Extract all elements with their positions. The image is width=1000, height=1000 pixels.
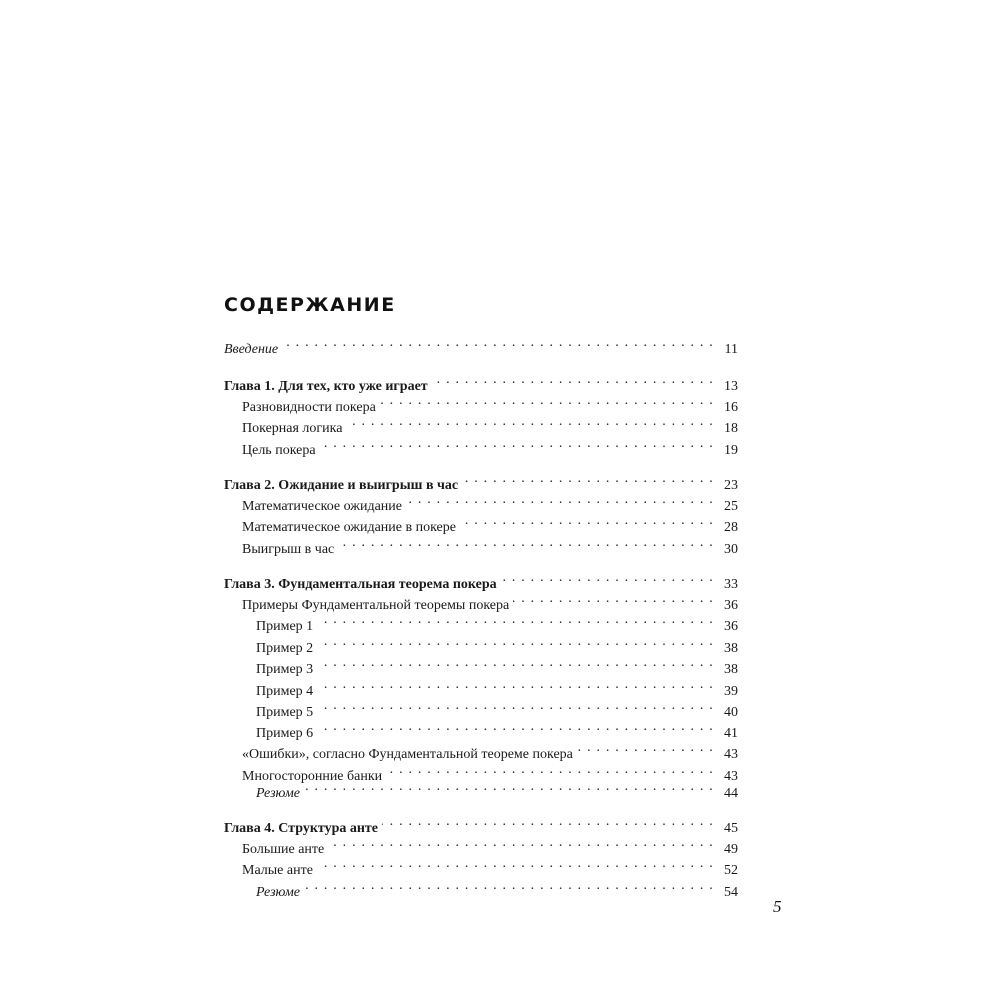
leader-dots [501,568,714,588]
toc-entry-label: Пример 6 [224,724,317,744]
toc-entry-page: 16 [724,400,738,415]
toc-entry-label: Пример 5 [224,703,317,723]
toc-entry-label: Глава 2. Ожидание и выигрыш в час [224,476,462,496]
leader-dots [317,632,714,652]
toc-entry-chapter-3[interactable] [224,568,738,592]
leader-dots [304,777,714,797]
toc-entry-page: 52 [724,863,738,878]
toc-entry-summary[interactable] [224,876,738,900]
toc-entry-label: Пример 1 [224,617,317,637]
toc-entry-label: Глава 1. Для тех, кто уже играет [224,377,432,397]
toc-entry-page: 25 [724,499,738,514]
toc-entry[interactable] [224,533,738,557]
toc-entry-label: Пример 2 [224,639,317,659]
toc-entry-page: 33 [724,577,738,592]
toc-entry-label: Глава 4. Структура анте [224,819,382,839]
toc-entry-label: Пример 3 [224,660,317,680]
leader-dots [317,696,714,716]
leader-dots [317,717,714,737]
toc-entry-page: 45 [724,821,738,836]
toc-entry-page: 43 [724,747,738,762]
toc-entry-page: 13 [724,379,738,394]
toc-entry-label: Введение [224,340,282,360]
toc-entry-summary[interactable] [224,777,738,801]
toc-entry[interactable] [224,653,738,677]
leader-dots [317,610,714,630]
toc-entry-label: Резюме [224,784,304,804]
toc-entry-label: Разновидности покера [224,398,380,418]
toc-title: СОДЕРЖАНИЕ [224,294,396,316]
toc-entry-page: 43 [724,769,738,784]
toc-entry-page: 38 [724,662,738,677]
toc-entry-page: 19 [724,443,738,458]
toc-entry-label: Пример 4 [224,682,317,702]
toc-entry[interactable] [224,412,738,436]
toc-entry[interactable] [224,632,738,656]
toc-entry-page: 44 [724,786,738,801]
toc-entry[interactable] [224,696,738,720]
leader-dots [462,469,714,489]
leader-dots [328,833,714,853]
toc-entry[interactable] [224,589,738,613]
toc-entry-label: Математическое ожидание [224,497,406,517]
leader-dots [432,370,714,390]
leader-dots [317,854,714,874]
toc-entry-label: Покерная логика [224,419,346,439]
page-number: 5 [773,897,782,916]
leader-dots [577,738,714,758]
toc-entry[interactable] [224,490,738,514]
toc-entry[interactable] [224,717,738,741]
leader-dots [460,511,714,531]
leader-dots [282,333,714,353]
leader-dots [317,653,714,673]
toc-entry-label: «Ошибки», согласно Фундаментальной теореме покера [224,745,577,765]
toc-entry-label: Многосторонние банки [224,767,386,787]
toc-entry-chapter-1[interactable] [224,370,738,394]
leader-dots [382,812,714,832]
toc-entry-label: Математическое ожидание в покере [224,518,460,538]
leader-dots [346,412,714,432]
toc-entry-label: Цель покера [224,441,320,461]
toc-entry-page: 18 [724,421,738,436]
toc-entry[interactable] [224,833,738,857]
leader-dots [513,589,714,609]
toc-entry-page: 38 [724,641,738,656]
toc-entry-page: 40 [724,705,738,720]
toc-entry-label: Глава 3. Фундаментальная теорема покера [224,575,501,595]
toc-entry[interactable] [224,738,738,762]
toc-entry-page: 11 [724,342,738,357]
toc-entry[interactable] [224,434,738,458]
leader-dots [320,434,714,454]
toc-entry-chapter-4[interactable] [224,812,738,836]
toc-entry-page: 30 [724,542,738,557]
toc-entry-page: 36 [724,619,738,634]
toc-entry-page: 39 [724,684,738,699]
toc-entry-page: 41 [724,726,738,741]
toc-entry[interactable] [224,610,738,634]
toc-entry-page: 49 [724,842,738,857]
toc-entry-label: Примеры Фундаментальной теоремы покера [224,596,513,616]
toc-entry-label: Выигрыш в час [224,540,338,560]
toc-entry-page: 23 [724,478,738,493]
toc-entry[interactable] [224,675,738,699]
leader-dots [380,391,714,411]
toc-entry-label: Большие анте [224,840,328,860]
toc-entry-label: Резюме [224,883,304,903]
toc-entry-page: 28 [724,520,738,535]
toc-entry-page: 36 [724,598,738,613]
leader-dots [338,533,714,553]
toc-entry-page: 54 [724,885,738,900]
leader-dots [304,876,714,896]
toc-entry[interactable] [224,391,738,415]
toc-entry[interactable] [224,511,738,535]
toc-entry-label: Малые анте [224,861,317,881]
toc-entry-introduction[interactable] [224,333,738,357]
toc-entry[interactable] [224,854,738,878]
leader-dots [406,490,714,510]
toc-entry-chapter-2[interactable] [224,469,738,493]
leader-dots [317,675,714,695]
